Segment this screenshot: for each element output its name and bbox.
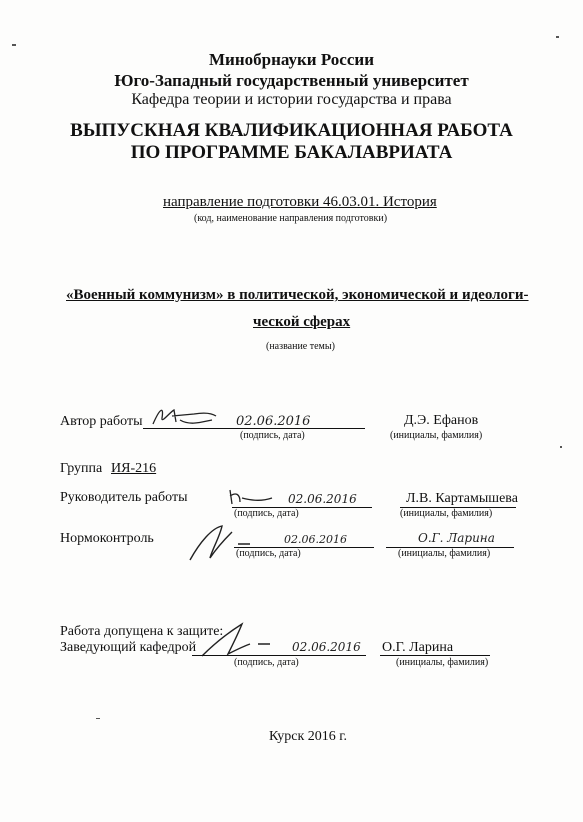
normcontrol-name-caption: (инициалы, фамилия) — [398, 548, 491, 559]
supervisor-name: Л.В. Картамышева — [406, 491, 518, 506]
scan-speck — [96, 718, 100, 719]
supervisor-date: 02.06.2016 — [288, 492, 357, 506]
author-label: Автор работы — [60, 414, 143, 429]
author-name: Д.Э. Ефанов — [404, 413, 479, 428]
head-name: О.Г. Ларина — [382, 640, 454, 655]
normcontrol-date: 02.06.2016 — [284, 533, 347, 546]
scan-speck — [560, 446, 562, 448]
ministry-name: Минобрнауки России — [208, 50, 374, 69]
supervisor-label: Руководитель работы — [60, 490, 188, 505]
department-name: Кафедра теории и истории государства и права — [131, 91, 452, 108]
author-signature — [150, 404, 220, 430]
topic-line1: «Военный коммунизм» в политической, экономической и идеологи- — [66, 287, 529, 303]
defense-admitted: Работа допущена к защите: — [60, 624, 224, 639]
normcontrol-name: О.Г. Ларина — [418, 531, 495, 545]
direction-caption: (код, наименование направления подготовки) — [194, 213, 388, 224]
scan-speck — [12, 44, 16, 46]
work-type-line1: ВЫПУСКНАЯ КВАЛИФИКАЦИОННАЯ РАБОТА — [70, 120, 513, 141]
author-signature-caption: (подпись, дата) — [240, 430, 305, 441]
author-date: 02.06.2016 — [236, 414, 311, 429]
head-signature — [198, 620, 278, 660]
group-label: Группа — [60, 461, 103, 476]
head-date: 02.06.2016 — [292, 640, 361, 654]
city-year: Курск 2016 г. — [269, 729, 347, 744]
scan-speck — [556, 36, 559, 38]
supervisor-signature — [226, 486, 274, 508]
head-signature-caption: (подпись, дата) — [234, 657, 299, 668]
supervisor-signature-caption: (подпись, дата) — [234, 508, 299, 519]
topic-line2: ческой сферах — [253, 314, 351, 330]
author-name-caption: (инициалы, фамилия) — [390, 430, 483, 441]
head-of-department-label: Заведующий кафедрой — [60, 640, 197, 655]
group-value: ИЯ-216 — [111, 461, 157, 476]
head-signature-line — [192, 655, 366, 656]
topic-caption: (название темы) — [266, 341, 335, 352]
head-name-line — [380, 655, 490, 656]
supervisor-name-caption: (инициалы, фамилия) — [400, 508, 493, 519]
work-type-line2: ПО ПРОГРАММЕ БАКАЛАВРИАТА — [130, 142, 453, 163]
direction-text: направление подготовки 46.03.01. История — [163, 194, 437, 210]
university-name: Юго-Западный государственный университет — [114, 71, 469, 90]
head-name-caption: (инициалы, фамилия) — [396, 657, 489, 668]
normcontrol-signature-caption: (подпись, дата) — [236, 548, 301, 559]
normcontrol-label: Нормоконтроль — [60, 531, 154, 546]
